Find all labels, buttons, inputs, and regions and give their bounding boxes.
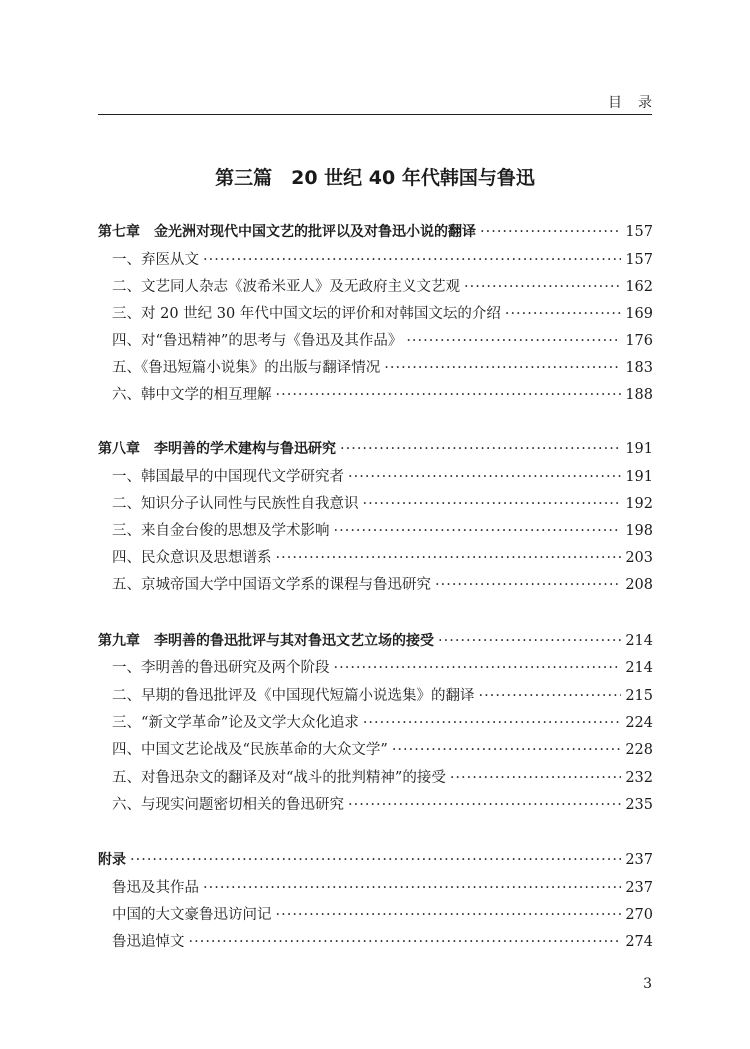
- dot-leader: [363, 709, 621, 737]
- toc-section[interactable]: [98, 571, 653, 599]
- toc-section[interactable]: [98, 736, 653, 764]
- dot-leader: [392, 736, 621, 764]
- toc-entry-page: 183: [625, 360, 653, 376]
- toc-entry-label: 二、文艺同人杂志《波希米亚人》及无政府主义文艺观: [112, 279, 460, 295]
- toc-entry-page: 176: [625, 333, 653, 349]
- running-header: 目录: [608, 95, 668, 111]
- toc-chapter-9[interactable]: [98, 627, 653, 655]
- toc-entry-page: 191: [625, 469, 653, 485]
- toc-section[interactable]: [98, 682, 653, 710]
- toc-entry-page: 203: [625, 550, 653, 566]
- toc-section[interactable]: [98, 327, 653, 355]
- toc-entry-page: 214: [625, 660, 653, 676]
- toc-entry-label: 二、知识分子认同性与民族性自我意识: [112, 496, 359, 512]
- toc-entry-label: 一、李明善的鲁迅研究及两个阶段: [112, 660, 330, 676]
- dot-leader: [505, 300, 621, 328]
- toc-section[interactable]: [98, 709, 653, 737]
- toc-entry-label: 第八章 李明善的学术建构与鲁迅研究: [98, 441, 336, 457]
- toc-entry-page: 274: [625, 934, 653, 950]
- toc-section[interactable]: [98, 874, 653, 902]
- toc-entry-page: 270: [625, 907, 653, 923]
- toc-entry-label: 五、《鲁迅短篇小说集》的出版与翻译情况: [112, 360, 381, 376]
- dot-leader: [479, 682, 622, 710]
- toc-entry-page: 208: [625, 577, 653, 593]
- header-rule: [98, 114, 652, 115]
- toc-entry-label: 一、弃医从文: [112, 252, 199, 268]
- toc-entry-page: 224: [625, 715, 653, 731]
- toc-entry-page: 235: [625, 797, 653, 813]
- toc-chapter-8[interactable]: [98, 435, 653, 463]
- part-title: 第三篇 20 世纪 40 年代韩国与鲁迅: [215, 167, 535, 189]
- toc-entry-page: 157: [625, 252, 653, 268]
- toc-entry-page: 169: [625, 306, 653, 322]
- toc-entry-label: 附录: [98, 852, 126, 868]
- toc-entry-label: 三、对 20 世纪 30 年代中国文坛的评价和对韩国文坛的介绍: [112, 306, 501, 322]
- toc-entry-page: 237: [625, 852, 653, 868]
- toc-section[interactable]: [98, 544, 653, 572]
- toc-entry-label: 鲁迅及其作品: [112, 880, 199, 896]
- toc-section[interactable]: [98, 381, 653, 409]
- toc-entry-label: 四、民众意识及思想谱系: [112, 550, 272, 566]
- toc-entry-label: 一、韩国最早的中国现代文学研究者: [112, 469, 344, 485]
- dot-leader: [438, 627, 621, 655]
- toc-entry-label: 四、对“鲁迅精神”的思考与《鲁迅及其作品》: [112, 333, 403, 349]
- dot-leader: [348, 791, 621, 819]
- toc-entry-label: 三、来自金台俊的思想及学术影响: [112, 523, 330, 539]
- dot-leader: [276, 544, 622, 572]
- toc-entry-page: 232: [625, 770, 653, 786]
- toc-entry-page: 157: [625, 224, 653, 240]
- toc-entry-page: 192: [625, 496, 653, 512]
- toc-entry-page: 191: [625, 441, 653, 457]
- toc-entry-page: 188: [625, 387, 653, 403]
- dot-leader: [189, 928, 622, 956]
- dot-leader: [334, 654, 622, 682]
- toc-section[interactable]: [98, 300, 653, 328]
- toc-entry-label: 六、与现实问题密切相关的鲁迅研究: [112, 797, 344, 813]
- dot-leader: [276, 901, 622, 929]
- dot-leader: [480, 218, 621, 246]
- toc-section[interactable]: [98, 517, 653, 545]
- toc-section[interactable]: [98, 901, 653, 929]
- toc-entry-label: 六、韩中文学的相互理解: [112, 387, 272, 403]
- toc-entry-label: 第七章 金光洲对现代中国文艺的批评以及对鲁迅小说的翻译: [98, 224, 476, 240]
- dot-leader: [363, 490, 622, 518]
- dot-leader: [340, 435, 621, 463]
- toc-chapter-7[interactable]: [98, 218, 653, 246]
- dot-leader: [203, 246, 621, 274]
- dot-leader: [384, 354, 621, 382]
- dot-leader: [348, 463, 621, 491]
- dot-leader: [464, 273, 621, 301]
- toc-entry-label: 中国的大文豪鲁迅访问记: [112, 907, 272, 923]
- toc-entry-page: 214: [625, 633, 653, 649]
- toc-entry-page: 198: [625, 523, 653, 539]
- toc-section[interactable]: [98, 764, 653, 792]
- dot-leader: [130, 846, 621, 874]
- toc-entry-page: 237: [625, 880, 653, 896]
- toc-entry-label: 鲁迅追悼文: [112, 934, 185, 950]
- toc-section[interactable]: [98, 273, 653, 301]
- toc-entry-label: 四、中国文艺论战及“民族革命的大众文学”: [112, 742, 388, 758]
- toc-section[interactable]: [98, 654, 653, 682]
- dot-leader: [406, 327, 621, 355]
- toc-entry-page: 228: [625, 742, 653, 758]
- toc-section[interactable]: [98, 354, 653, 382]
- dot-leader: [450, 764, 621, 792]
- toc-section[interactable]: [98, 246, 653, 274]
- toc-entry-label: 第九章 李明善的鲁迅批评与其对鲁迅文艺立场的接受: [98, 633, 434, 649]
- toc-entry-label: 五、对鲁迅杂文的翻译及对“战斗的批判精神”的接受: [112, 770, 446, 786]
- toc-entry-label: 五、京城帝国大学中国语文学系的课程与鲁迅研究: [112, 577, 431, 593]
- toc-section[interactable]: [98, 928, 653, 956]
- toc-entry-page: 162: [625, 279, 653, 295]
- dot-leader: [276, 381, 622, 409]
- toc-section[interactable]: [98, 463, 653, 491]
- toc-section[interactable]: [98, 791, 653, 819]
- toc-entry-label: 二、早期的鲁迅批评及《中国现代短篇小说选集》的翻译: [112, 688, 475, 704]
- dot-leader: [334, 517, 622, 545]
- toc-appendix[interactable]: [98, 846, 653, 874]
- toc-entry-label: 三、“新文学革命”论及文学大众化追求: [112, 715, 359, 731]
- toc-entry-page: 215: [625, 688, 653, 704]
- dot-leader: [435, 571, 621, 599]
- toc-section[interactable]: [98, 490, 653, 518]
- dot-leader: [203, 874, 621, 902]
- page-number: 3: [643, 976, 652, 992]
